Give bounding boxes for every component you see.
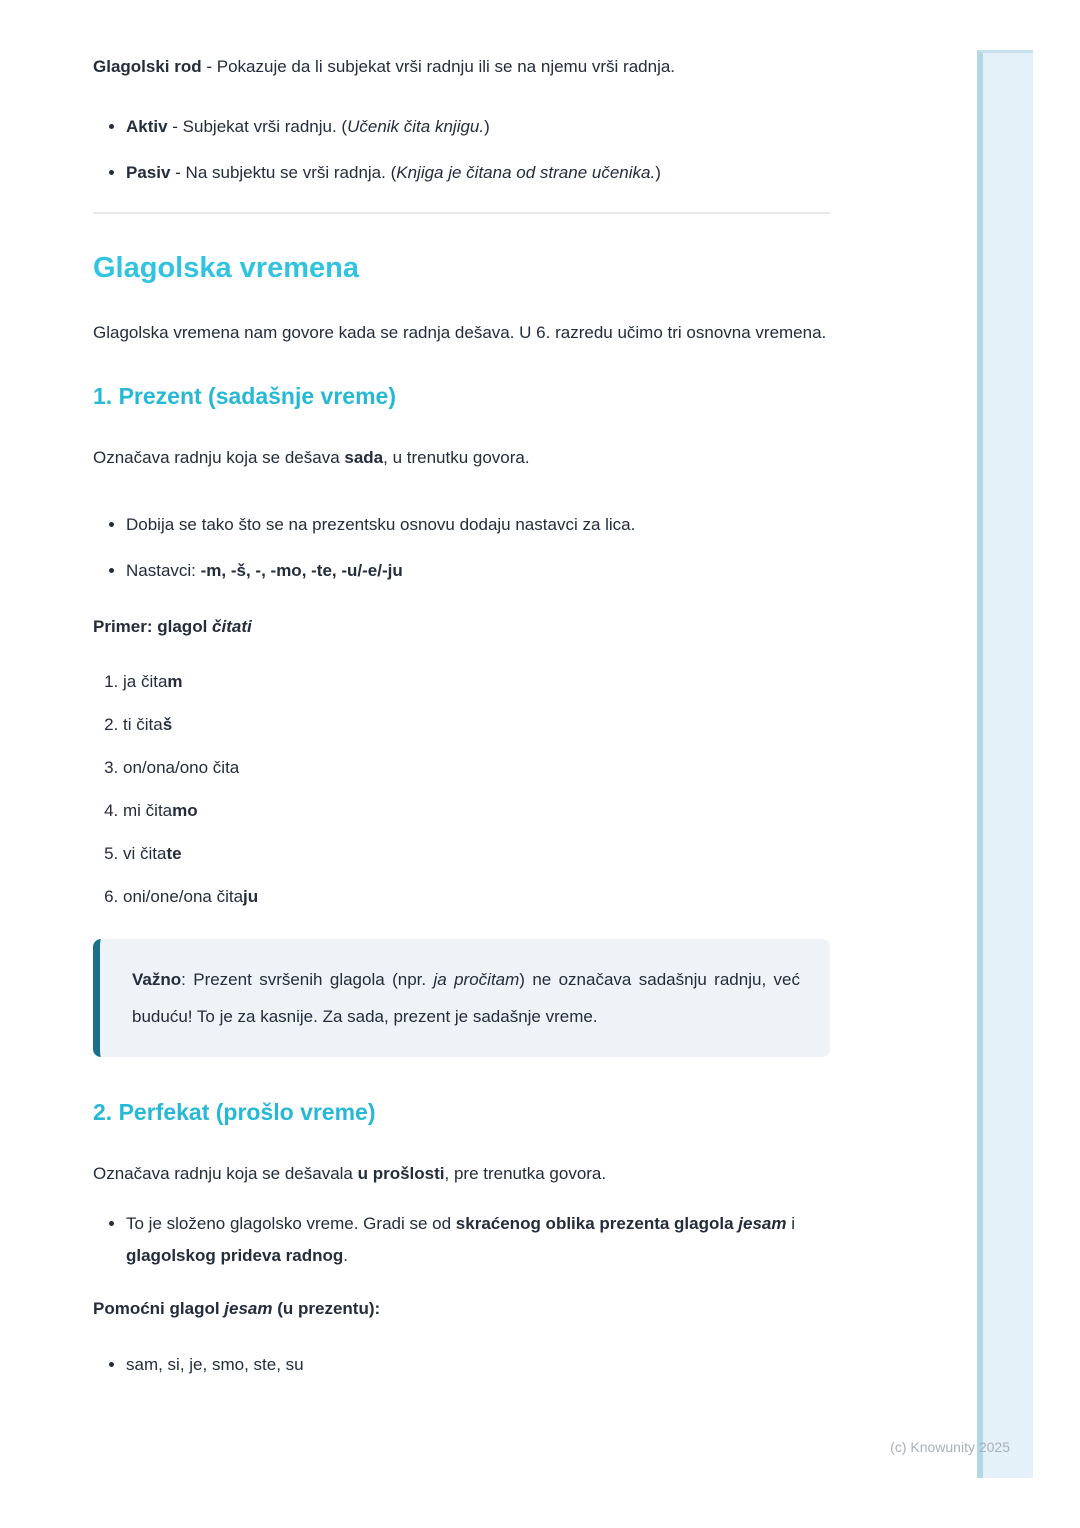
pomocni-jesam: jesam bbox=[224, 1299, 273, 1318]
perfekat-heading: 2. Perfekat (prošlo vreme) bbox=[93, 1099, 376, 1125]
conj-6-stem: oni/one/ona čita bbox=[123, 887, 244, 906]
aktiv-example: Učenik čita knjigu. bbox=[347, 117, 485, 136]
conj-1-ending: m bbox=[167, 672, 183, 691]
conjugation-item-4 bbox=[123, 797, 830, 825]
conjugation-item-5 bbox=[123, 840, 830, 868]
conj-2-stem: ti čita bbox=[123, 715, 163, 734]
perfekat-desc-bold: u prošlosti bbox=[357, 1164, 445, 1183]
slozeno-bold1: skraćenog oblika prezenta glagola bbox=[455, 1214, 734, 1233]
perfekat-desc-pre: Označava radnju koja se dešavala bbox=[93, 1164, 358, 1183]
pasiv-text: - Na subjektu se vrši radnja. ( bbox=[170, 163, 397, 182]
prezent-heading: 1. Prezent (sadašnje vreme) bbox=[93, 383, 396, 409]
list-item-slozeno bbox=[126, 1208, 830, 1272]
callout-text-2: ) ne označava sadašnju radnju, već buduću! To je za kasnije. Za sada, prezent je sadašnje vreme. bbox=[132, 970, 800, 1026]
jesam-italic: jesam bbox=[733, 1214, 787, 1233]
perfekat-desc-post: , pre trenutka govora. bbox=[444, 1164, 607, 1183]
conj-3-stem: on/ona/ono čita bbox=[123, 758, 240, 777]
conj-4-ending: mo bbox=[172, 801, 198, 820]
prezent-list bbox=[93, 510, 830, 586]
aktiv-close: ) bbox=[484, 117, 490, 136]
jesam-forms-list bbox=[93, 1350, 830, 1380]
pomocni-suffix: (u prezentu): bbox=[272, 1299, 381, 1318]
slozeno-mid: i bbox=[786, 1214, 795, 1233]
callout-text bbox=[132, 961, 800, 1035]
pasiv-example: Knjiga je čitana od strane učenika. bbox=[396, 163, 656, 182]
callout-label: Važno bbox=[132, 970, 182, 989]
section-intro: Glagolska vremena nam govore kada se radnja dešava. U 6. razredu učimo tri osnovna vremena. bbox=[93, 323, 827, 342]
list-item-pasiv bbox=[126, 158, 830, 188]
slozeno-pre: To je složeno glagolsko vreme. Gradi se od bbox=[126, 1214, 456, 1233]
conjugation-item-6 bbox=[123, 883, 830, 911]
prezent-desc-post: , u trenutku govora. bbox=[383, 448, 530, 467]
callout-example: ja pročitam bbox=[433, 970, 520, 989]
prezent-description bbox=[93, 439, 830, 476]
list-item-forms: • sam, si, je, smo, ste, su bbox=[126, 1350, 830, 1380]
prezent-desc-pre: Označava radnju koja se dešava bbox=[93, 448, 345, 467]
slozeno-bold2: glagolskog prideva radnog bbox=[126, 1246, 344, 1265]
primer-verb: čitati bbox=[212, 617, 252, 636]
conj-4-stem: mi čita bbox=[123, 801, 173, 820]
conj-6-ending: ju bbox=[243, 887, 259, 906]
list-item-dobija: • Dobija se tako što se na prezentsku osnovu dodaju nastavci za lica. bbox=[126, 510, 830, 540]
important-callout bbox=[93, 939, 830, 1057]
document-page bbox=[93, 0, 830, 1396]
callout-text-1: : Prezent svršenih glagola (npr. bbox=[181, 970, 434, 989]
conj-2-ending: š bbox=[162, 715, 173, 734]
conj-1-stem: ja čita bbox=[123, 672, 168, 691]
primer-line bbox=[93, 612, 830, 642]
perfekat-description bbox=[93, 1155, 830, 1192]
pomocni-glagol-line bbox=[93, 1294, 830, 1324]
term-pasiv: Pasiv bbox=[126, 163, 171, 182]
aktiv-text: - Subjekat vrši radnju. ( bbox=[167, 117, 348, 136]
conjugation-list bbox=[93, 668, 830, 911]
term-glagolski-rod: Glagolski rod bbox=[93, 57, 202, 76]
list-item-aktiv bbox=[126, 112, 830, 142]
conjugation-item-1 bbox=[123, 668, 830, 696]
section-divider bbox=[93, 212, 830, 214]
slozeno-end: . bbox=[343, 1246, 348, 1265]
pasiv-close: ) bbox=[655, 163, 661, 182]
pomocni-label: Pomoćni glagol bbox=[93, 1299, 225, 1318]
copyright: (c) Knowunity 2025 bbox=[890, 1439, 1010, 1455]
glagolski-rod-list bbox=[93, 112, 830, 188]
perfekat-list bbox=[93, 1208, 830, 1272]
glagolski-rod-definition bbox=[93, 52, 830, 82]
conjugation-item-3 bbox=[123, 754, 830, 782]
term-aktiv: Aktiv bbox=[126, 117, 168, 136]
nastavci-endings: -m, -š, -, -mo, -te, -u/-e/-ju bbox=[200, 561, 403, 580]
primer-label: Primer: glagol bbox=[93, 617, 213, 636]
conj-5-ending: te bbox=[166, 844, 182, 863]
nastavci-label: Nastavci: bbox=[126, 561, 201, 580]
conjugation-item-2 bbox=[123, 711, 830, 739]
section-title: Glagolska vremena bbox=[93, 252, 359, 284]
prezent-desc-bold: sada bbox=[344, 448, 384, 467]
list-item-nastavci bbox=[126, 556, 830, 586]
slozeno-jesam bbox=[734, 1214, 787, 1233]
definition-text: - Pokazuje da li subjekat vrši radnju ili se na njemu vrši radnja. bbox=[201, 57, 676, 76]
conj-5-stem: vi čita bbox=[123, 844, 167, 863]
right-decor-stripe bbox=[977, 50, 1033, 1478]
